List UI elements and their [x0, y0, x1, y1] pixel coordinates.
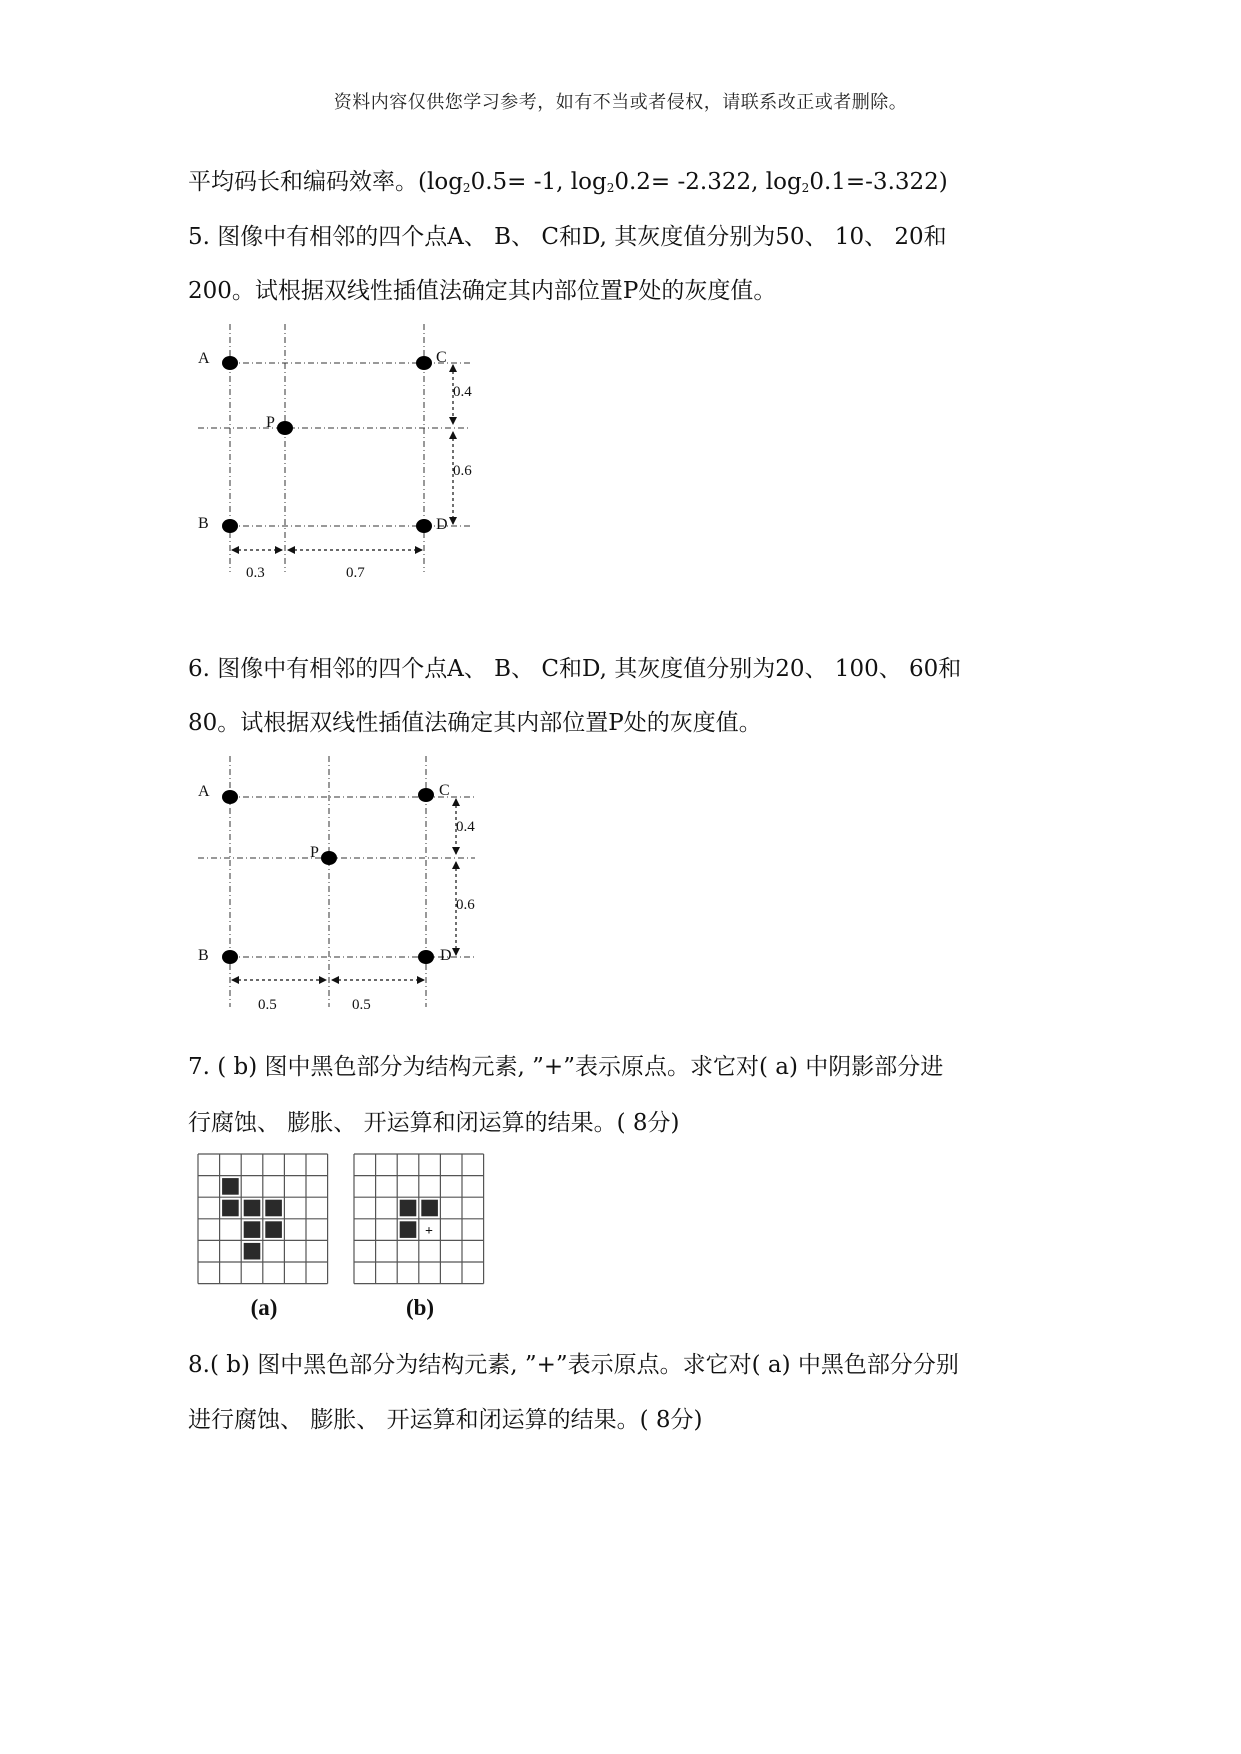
label-p: P	[266, 414, 275, 431]
label-c: C	[436, 349, 447, 366]
distance-v2: 0.6	[456, 897, 475, 913]
interpolation-figure-2	[190, 752, 490, 1022]
question-8-line-1: 8.( b) 图中黑色部分为结构元素, ”+”表示原点。求它对( a) 中黑色部分分别	[188, 1352, 959, 1378]
page-header-disclaimer: 资料内容仅供您学习参考，如有不当或者侵权，请联系改正或者删除。	[333, 92, 908, 113]
distance-h2: 0.7	[346, 565, 365, 581]
point-c-dot	[418, 788, 434, 802]
question-7-line-2: 行腐蚀、 膨胀、 开运算和闭运算的结果。( 8分)	[188, 1110, 680, 1136]
point-p-dot	[277, 421, 293, 435]
log-values-line: 平均码长和编码效率。($\log_20.5= -1$, $\log_20.2= -2.322$, $\log_20.1=-3.322$)	[188, 169, 948, 195]
question-6-line-2: 80。试根据双线性插值法确定其内部位置P处的灰度值。	[188, 710, 762, 736]
origin-plus: +	[425, 1224, 433, 1239]
label-a: A	[198, 783, 210, 800]
filled-cell	[244, 1200, 261, 1217]
label-b: B	[198, 515, 209, 532]
filled-cell	[421, 1200, 438, 1217]
point-a-dot	[222, 790, 238, 804]
point-c-dot	[416, 356, 432, 370]
filled-cell	[222, 1200, 239, 1217]
distance-v1: 0.4	[453, 384, 472, 400]
filled-cell	[400, 1200, 417, 1217]
label-b: B	[198, 947, 209, 964]
label-c: C	[439, 782, 450, 799]
point-p-dot	[321, 851, 337, 865]
label-a: A	[198, 350, 210, 367]
question-8-line-2: 进行腐蚀、 膨胀、 开运算和闭运算的结果。( 8分)	[188, 1407, 703, 1433]
grid-b	[354, 1154, 484, 1284]
question-6-line-1: 6. 图像中有相邻的四个点A、 B、 C和D, 其灰度值分别为20、 100、 60和	[188, 656, 962, 682]
point-d-dot	[418, 950, 434, 964]
distance-h1: 0.5	[258, 997, 277, 1013]
filled-cell	[400, 1221, 417, 1238]
filled-cell	[222, 1178, 239, 1195]
filled-cell	[265, 1221, 282, 1238]
question-5-line-1: 5. 图像中有相邻的四个点A、 B、 C和D, 其灰度值分别为50、 10、 20和	[188, 224, 947, 250]
label-d: D	[436, 516, 448, 533]
question-7-line-1: 7. ( b) 图中黑色部分为结构元素, ”+”表示原点。求它对( a) 中阴影部分进	[188, 1054, 944, 1080]
point-b-dot	[222, 519, 238, 533]
interpolation-figure-1	[190, 320, 490, 590]
point-b-dot	[222, 950, 238, 964]
morphology-figure	[196, 1152, 516, 1327]
distance-v1: 0.4	[456, 819, 475, 835]
distance-v2: 0.6	[453, 463, 472, 479]
question-5-line-2: 200。试根据双线性插值法确定其内部位置P处的灰度值。	[188, 278, 777, 304]
filled-cell	[265, 1200, 282, 1217]
filled-cell	[244, 1243, 261, 1260]
grid-a	[198, 1154, 328, 1284]
point-a-dot	[222, 356, 238, 370]
label-p: P	[310, 844, 319, 861]
filled-cell	[244, 1221, 261, 1238]
distance-h2: 0.5	[352, 997, 371, 1013]
distance-h1: 0.3	[246, 565, 265, 581]
label-d: D	[440, 947, 452, 964]
point-d-dot	[416, 519, 432, 533]
grid-b-label: (b)	[405, 1295, 435, 1320]
grid-a-label: (a)	[250, 1295, 278, 1320]
